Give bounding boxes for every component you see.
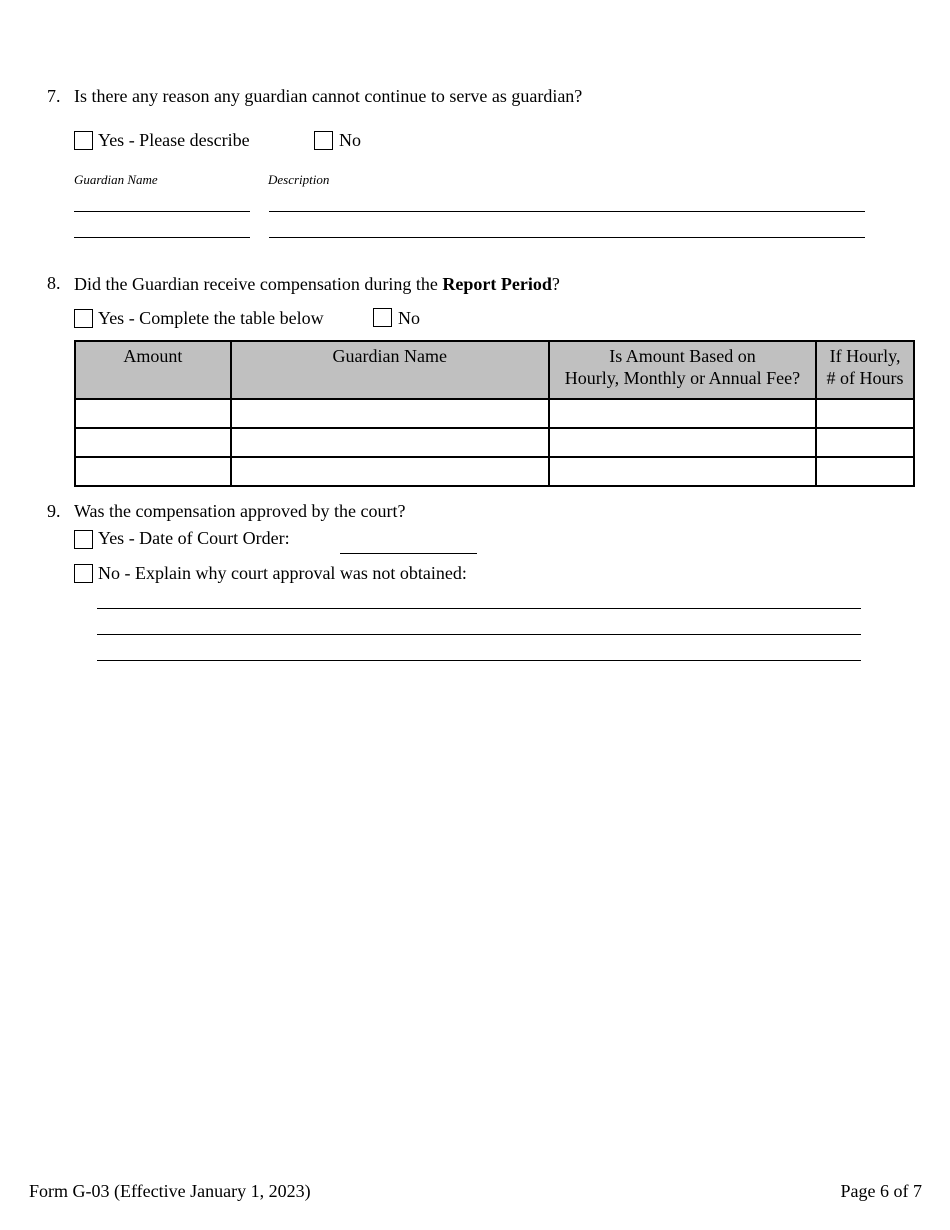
table-row <box>75 428 914 457</box>
q8-question-end: ? <box>551 274 560 294</box>
q7-question: Is there any reason any guardian cannot continue to serve as guardian? <box>74 86 583 106</box>
header-hours <box>816 341 914 399</box>
q9-no-checkbox[interactable] <box>74 564 93 583</box>
compensation-table-header <box>75 341 914 399</box>
header-fee-basis-line-2: Hourly, Monthly or Annual Fee? <box>564 368 801 388</box>
q7-yes-label: Yes - Please describe <box>98 130 250 150</box>
q9-number: 9. <box>47 501 61 521</box>
q7-number: 7. <box>47 86 61 106</box>
fee-basis-cell[interactable] <box>549 457 816 486</box>
q8-question-bold: Report Period <box>442 274 552 294</box>
q8-question <box>74 274 560 295</box>
hours-cell[interactable] <box>816 399 914 428</box>
fee-basis-cell[interactable] <box>549 399 816 428</box>
amount-cell[interactable] <box>75 428 231 457</box>
q7-description-field-1[interactable] <box>269 211 865 212</box>
footer-page-number: Page 6 of 7 <box>840 1181 922 1201</box>
q8-question-start: Did the Guardian receive compensation during the <box>74 274 443 294</box>
header-fee-basis <box>549 341 816 399</box>
fee-basis-cell[interactable] <box>549 428 816 457</box>
guardian-name-cell[interactable] <box>231 399 549 428</box>
amount-cell[interactable] <box>75 399 231 428</box>
q7-description-field-2[interactable] <box>269 237 865 238</box>
header-hours-line-1: If Hourly, <box>829 346 901 366</box>
table-row <box>75 457 914 486</box>
header-guardian-name <box>231 341 549 399</box>
header-guardian-name-line-1: Guardian Name <box>332 346 447 366</box>
q8-yes-label: Yes - Complete the table below <box>98 308 324 328</box>
footer-form-id: Form G-03 (Effective January 1, 2023) <box>29 1181 311 1201</box>
q9-question: Was the compensation approved by the court? <box>74 501 406 521</box>
header-fee-basis-line-1: Is Amount Based on <box>609 346 756 366</box>
q7-guardian-name-field-2[interactable] <box>74 237 250 238</box>
q8-no-label: No <box>398 308 420 328</box>
table-row <box>75 399 914 428</box>
guardian-name-cell[interactable] <box>231 457 549 486</box>
q7-guardian-name-label: Guardian Name <box>74 172 158 187</box>
q8-yes-checkbox[interactable] <box>74 309 93 328</box>
q8-number: 8. <box>47 273 61 293</box>
q7-description-label: Description <box>268 172 330 187</box>
compensation-table <box>74 340 915 487</box>
header-hours-line-2: # of Hours <box>826 368 904 388</box>
q9-yes-label: Yes - Date of Court Order: <box>98 528 290 548</box>
q9-no-label: No - Explain why court approval was not obtained: <box>98 563 467 583</box>
court-order-date-field[interactable] <box>340 553 477 554</box>
explanation-line-2[interactable] <box>97 634 861 635</box>
explanation-line-1[interactable] <box>97 608 861 609</box>
q7-no-checkbox[interactable] <box>314 131 333 150</box>
guardian-name-cell[interactable] <box>231 428 549 457</box>
q8-no-checkbox[interactable] <box>373 308 392 327</box>
explanation-line-3[interactable] <box>97 660 861 661</box>
hours-cell[interactable] <box>816 428 914 457</box>
header-amount <box>75 341 231 399</box>
q7-no-label: No <box>339 130 361 150</box>
q9-yes-checkbox[interactable] <box>74 530 93 549</box>
q7-guardian-name-field-1[interactable] <box>74 211 250 212</box>
amount-cell[interactable] <box>75 457 231 486</box>
q7-yes-checkbox[interactable] <box>74 131 93 150</box>
header-amount-line-1: Amount <box>123 346 183 366</box>
hours-cell[interactable] <box>816 457 914 486</box>
